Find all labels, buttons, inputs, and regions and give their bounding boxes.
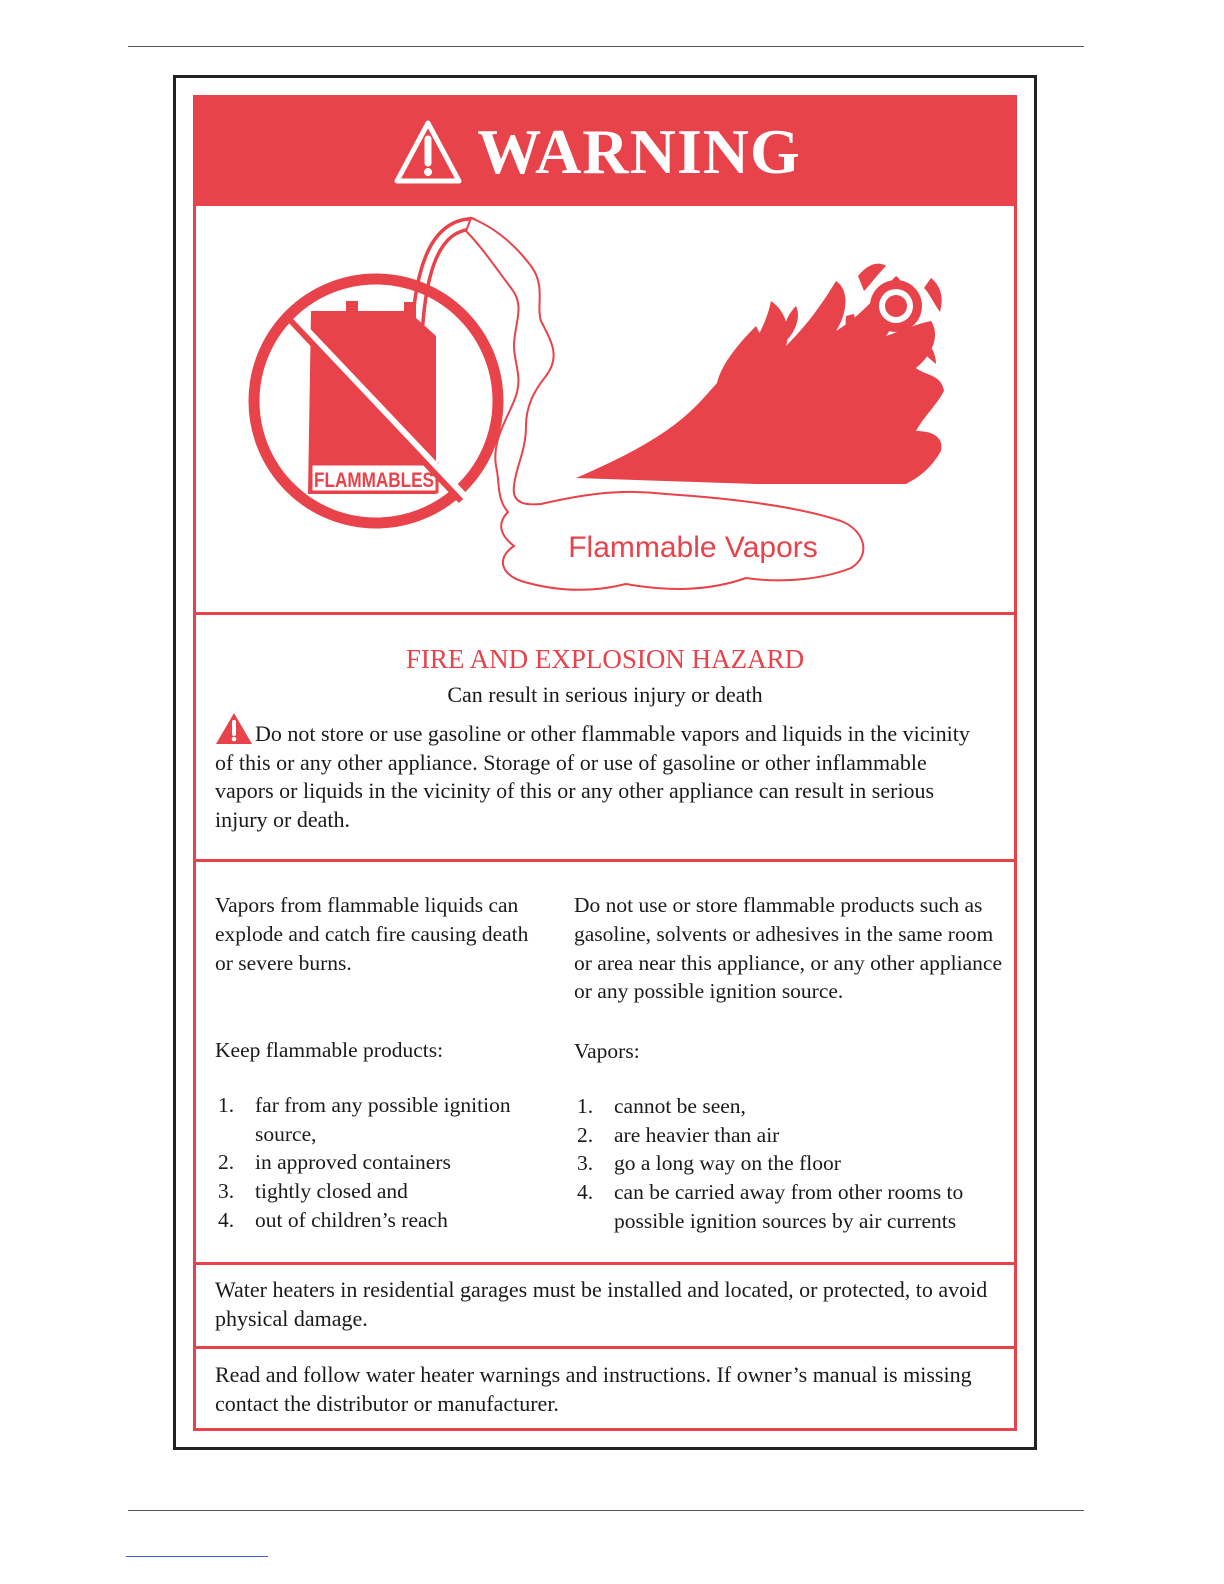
- right-list-block: [574, 1037, 1010, 1236]
- hazard-subtitle: Can result in serious injury or death: [447, 682, 763, 707]
- divider-3: [196, 1262, 1014, 1265]
- header-rule: [128, 46, 1084, 47]
- hazard-title: FIRE AND EXPLOSION HAZARD: [405, 644, 805, 674]
- left-list: [215, 1091, 545, 1235]
- list-item: 2. in approved containers: [218, 1150, 451, 1175]
- vapor-label: Flammable Vapors: [568, 531, 818, 564]
- right-intro: Do not use or store flammable products such as gasoline, solvents or adhesives in the same room or area near this appliance, or any other appliance or any possible ignition source.: [574, 893, 1002, 1004]
- left-intro: Vapors from flammable liquids can explode and catch fire causing death or severe burns.: [215, 893, 529, 975]
- footer-link-underline[interactable]: [126, 1556, 268, 1557]
- flammable-pictogram: [196, 206, 1014, 612]
- left-list-block: [215, 1036, 545, 1235]
- list-item: 1. cannot be seen,: [577, 1093, 746, 1118]
- pictogram-area: [196, 206, 1014, 612]
- left-list-heading: Keep flammable products:: [215, 1038, 444, 1062]
- manual-note: Read and follow water heater warnings and instructions. If owner’s manual is missing contact the distributor or manufacturer.: [215, 1362, 972, 1416]
- divider-4: [196, 1346, 1014, 1349]
- list-item: 4. out of children’s reach: [218, 1207, 448, 1232]
- can-label: FLAMMABLES: [314, 469, 434, 492]
- hazard-paragraph: [215, 712, 985, 834]
- right-list: [574, 1092, 1010, 1236]
- divider-1: [196, 612, 1014, 615]
- small-warning-triangle-icon: [215, 712, 253, 745]
- warning-banner: [196, 98, 1014, 206]
- list-item: 4. can be carried away from other rooms to possible ignition sources by air currents: [577, 1180, 964, 1233]
- garage-note: Water heaters in residential garages must be installed and located, or protected, to avoid physical damage.: [215, 1277, 988, 1331]
- list-item: 2. are heavier than air: [577, 1122, 780, 1147]
- list-item: 1. far from any possible ignition source,: [218, 1092, 511, 1146]
- warning-label: [193, 95, 1017, 1431]
- hazard-paragraph-text: Do not store or use gasoline or other flammable vapors and liquids in the vicinity of this or any other appliance. Storage of or use of gasoline or other inflammable vapors or liquids in the vicinity of this or any other appliance can result in serious injury or death.: [215, 721, 970, 832]
- banner-title: WARNING: [477, 116, 801, 187]
- list-item: 3. go a long way on the floor: [577, 1151, 841, 1176]
- footer-rule: [128, 1510, 1084, 1511]
- right-list-heading: Vapors:: [574, 1039, 640, 1063]
- divider-2: [196, 859, 1014, 862]
- warning-triangle-icon: [393, 119, 463, 185]
- right-column: [574, 891, 1010, 1006]
- list-item: 3. tightly closed and: [218, 1179, 408, 1204]
- left-column: [215, 891, 545, 977]
